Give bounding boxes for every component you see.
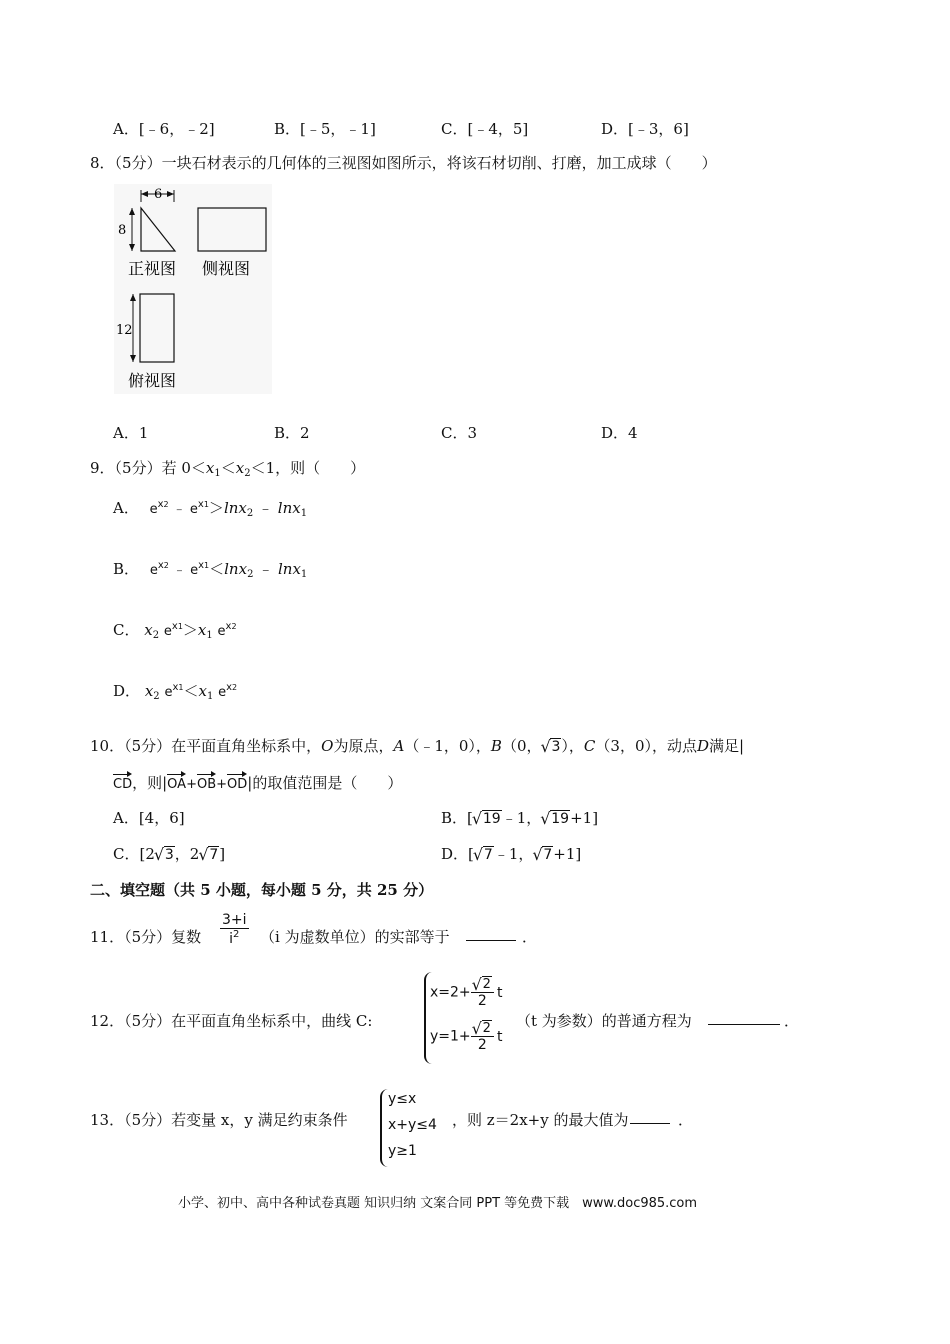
q10-line2-a: ，则| (132, 774, 168, 792)
q10-sqrt3: √ 3 (541, 739, 561, 755)
q9-option-b-rel: ＜ (209, 560, 225, 578)
section-2-heading: 二、填空题（共 5 小题，每小题 5 分，共 25 分） (90, 881, 434, 899)
q13-end: ． (678, 1111, 694, 1129)
q8-option-a: A．1 (113, 424, 149, 442)
q10-text-a: 为原点， (333, 737, 394, 755)
q10-option-d-post: +1] (553, 845, 582, 863)
q9-option-c-label: C． (113, 621, 140, 639)
top-view-label: 俯视图 (128, 371, 177, 390)
q10-line2: CD，则|OA+OB+OD|的取值范围是（ ） (113, 774, 403, 792)
q10-option-c-mid: ，2 (174, 845, 200, 863)
q10-option-d-root1: 7 (483, 847, 493, 863)
q9-option-b: B． $e^{x2}$ ﹣ $e^{x1}<\ln x_2$ ﹣ lnx$_1$ (113, 560, 308, 580)
dim-width-label: 6 (154, 187, 163, 202)
q13-answer-blank (630, 1109, 670, 1124)
q9-option-a: A． $e^{x2}$ ﹣ $e^{x1}>\ln x_2$ ﹣ lnx$_1$ (113, 499, 308, 519)
footer-text: 小学、初中、高中各种试卷真题 知识归纳 文案合同 PPT 等免费下载 www.doc985.com (178, 1196, 698, 1211)
q13-constraint-2: x+y≤4 (388, 1117, 437, 1133)
q12-eq2-frac-num: 2 (482, 1021, 491, 1036)
dim-height-label: 8 (118, 223, 127, 238)
q10-text-f: 满足| (709, 737, 745, 755)
vector-cd: CD (113, 777, 133, 792)
side-view-label: 侧视图 (202, 259, 251, 278)
vector-oa: OA (167, 777, 187, 792)
q12-eq1-frac-den: 2 (477, 993, 487, 1009)
q7-option-b: B．[﹣5，﹣1] (274, 120, 376, 138)
q11-frac-den: i (229, 931, 234, 947)
q10-line2-b: |的取值范围是（ ） (247, 774, 403, 792)
q7-option-d: D．[﹣3，6] (601, 120, 689, 138)
q9-option-d-rel: ＜ (183, 682, 199, 700)
q12-answer-blank (708, 1010, 780, 1025)
q10-point-c: C (583, 737, 596, 755)
q9-option-c: C． $x_2$ $e^{x1}>x_1$ $e^{x2}$ (113, 621, 237, 641)
q12-prefix: 12．（5分）在平面直角坐标系中，曲线 C: (90, 1012, 373, 1030)
q13-prefix: 13．（5分）若变量 x，y 满足约束条件 (90, 1111, 348, 1129)
q10-text-b: （﹣1，0）， (404, 737, 491, 755)
q7-option-a: A．[﹣6，﹣2] (113, 120, 215, 138)
vector-ob: OB (196, 777, 217, 792)
q8-option-b: B．2 (274, 424, 310, 442)
q8-option-c: C．3 (441, 424, 478, 442)
q11-frac-den-sup: 2 (233, 929, 240, 940)
q8-stem: 8．（5分）一块石材表示的几何体的三视图如图所示，将该石材切削、打磨，加工成球（ ） (90, 154, 717, 172)
q9-option-d: D． $x_2$ $e^{x1}<x_1$ $e^{x2}$ (113, 682, 238, 702)
q11-paren: （i 为虚数单位）的实部等于 (260, 928, 450, 946)
dim-depth-label: 12 (116, 323, 133, 338)
q10-option-c-root1: 3 (164, 847, 174, 863)
q10-option-c-pre: C．[2 (113, 845, 155, 863)
q10-text-d: ）， (561, 737, 584, 755)
q8-three-view-figure (114, 184, 272, 394)
q10-option-a: A．[4，6] (113, 809, 185, 827)
q10-option-b-root2: 19 (551, 811, 570, 827)
q12-eq1-frac-num: 2 (482, 977, 491, 992)
q11-frac-num: 3+i (222, 912, 247, 928)
q12-end: ． (784, 1012, 800, 1030)
q12-eq2-t: t (496, 1028, 503, 1045)
q9-stem-prefix: 9．（5分）若 0＜ (90, 459, 206, 477)
q9-option-b-label: B． (113, 560, 140, 578)
q11-fraction (220, 912, 249, 947)
q12-eq2 (430, 1020, 502, 1053)
q10-option-d-root2: 7 (543, 847, 553, 863)
q13 (90, 1087, 710, 1171)
q9-stem-suffix: ＜1，则（ ） (250, 459, 366, 477)
q12-eq2-frac-den: 2 (477, 1037, 487, 1053)
q10-point-o: O (321, 737, 334, 755)
q10-option-b-mid: ﹣1， (501, 809, 542, 827)
q12-suffix: （t 为参数）的普通方程为 (516, 1012, 692, 1030)
q10-option-c-post: ] (219, 845, 226, 863)
q12 (90, 968, 810, 1068)
q13-constraint-3: y≥1 (388, 1143, 417, 1159)
q9-option-a-label: A． (113, 499, 139, 517)
q10-option-b-root1: 19 (482, 811, 501, 827)
q7-option-c: C．[﹣4，5] (441, 120, 529, 138)
q12-eq2-lhs: y=1+ (430, 1028, 471, 1045)
q12-eq1-frac (471, 976, 494, 1009)
q9-option-a-rel: ＞ (208, 499, 224, 517)
q8-option-d: D．4 (601, 424, 638, 442)
q10-option-b (441, 807, 598, 828)
q12-eq1-lhs: x=2+ (430, 984, 471, 1001)
q9-option-c-rel: ＞ (182, 621, 198, 639)
q13-suffix: ，则 z＝2x+y 的最大值为 (452, 1111, 629, 1129)
q10-point-d: D (697, 737, 710, 755)
q10-line1 (90, 735, 744, 756)
q10-option-d-pre: D．[ (441, 845, 474, 863)
q11-end: ． (522, 928, 538, 946)
q11-prefix: 11．（5分）复数 (90, 928, 202, 946)
q10-option-b-post: +1] (570, 809, 599, 827)
front-view-label: 正视图 (128, 259, 177, 278)
q9-option-d-label: D． (113, 682, 141, 700)
q9-stem: 9．（5分）若 $0<x_1<x_2<1$，则（ ） (90, 459, 366, 479)
q10-option-d (441, 843, 581, 864)
vector-od: OD (227, 777, 248, 792)
q12-eq1 (430, 976, 502, 1009)
q12-eq2-frac (471, 1020, 494, 1053)
q10-option-b-pre: B．[ (441, 809, 473, 827)
q11-answer-blank (466, 926, 516, 941)
q12-eq1-t: t (496, 984, 503, 1001)
q10-text-c: （0， (501, 737, 542, 755)
three-view-diagram (114, 184, 272, 394)
q10-option-d-mid: ﹣1， (493, 845, 534, 863)
q10-prefix: 10．（5分）在平面直角坐标系中， (90, 737, 322, 755)
q10-text-e: （3，0），动点 (595, 737, 697, 755)
q10-option-c-root2: 7 (209, 847, 219, 863)
q13-constraint-1: y≤x (388, 1091, 417, 1107)
q9-stem-mid: ＜ (220, 459, 236, 477)
q10-point-a: A (393, 737, 405, 755)
q10-point-b: B (490, 737, 502, 755)
q10-option-c (113, 843, 225, 864)
